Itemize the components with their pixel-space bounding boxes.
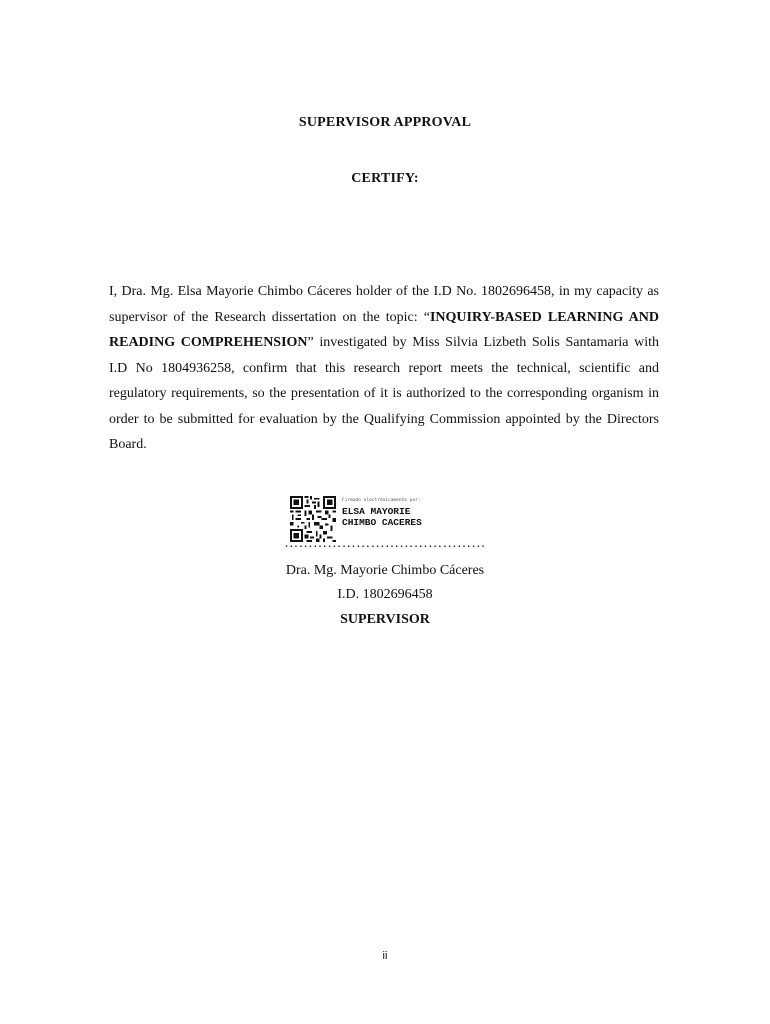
signature-caption: Firmado electrónicamente por:: [342, 498, 421, 503]
signer-name-line-1: ELSA MAYORIE: [342, 506, 411, 517]
certify-heading: CERTIFY:: [351, 171, 419, 186]
dissertation-topic: INQUIRY-BASED LEARNING AND READING COMPREHENSION: [109, 309, 660, 350]
supervisor-name: Dra. Mg. Mayorie Chimbo Cáceres: [285, 563, 485, 578]
certification-paragraph: [109, 279, 659, 458]
supervisor-id: I.D. 1802696458: [337, 587, 433, 602]
signer-name: [342, 507, 422, 528]
page-title: SUPERVISOR APPROVAL: [298, 115, 472, 130]
signature-dotted-line: ……………………………………: [284, 536, 486, 551]
supervisor-role: SUPERVISOR: [340, 612, 430, 627]
page-number: ii: [382, 950, 388, 962]
paragraph-text-end: ” investigated by Miss Silvia Lizbeth Solis Santamaria with I.D No 1804936258, confirm that this research report meets the technical, scientific and regulatory requirements, so the presentation of it is authorized to the corresponding organism in order to be submitted for evaluation by the Qualifying Commission appointed by the Directors Board.: [109, 335, 660, 452]
paragraph-text-start: I, Dra. Mg. Elsa Mayorie Chimbo Cáceres holder of the I.D No. 1802696458, in my capacity as supervisor of the Research dissertation on the topic: “: [109, 284, 659, 325]
signer-name-line-2: CHIMBO CACERES: [342, 516, 422, 528]
